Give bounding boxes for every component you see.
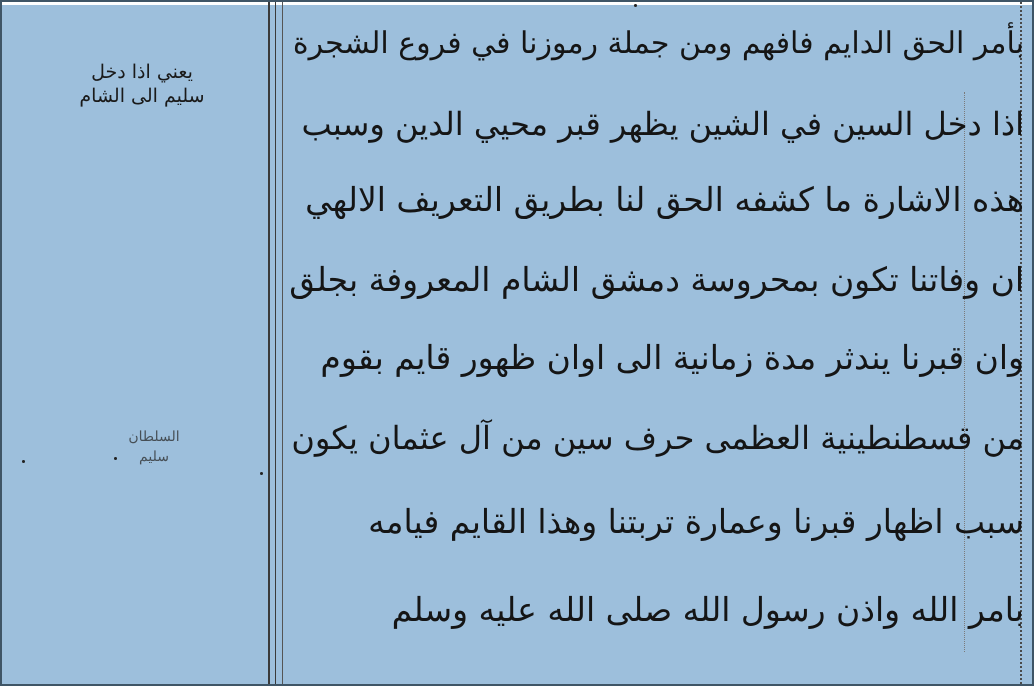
text-line: بأمر الحق الدايم فافهم ومن جملة رموزنا في فروع الشجرة	[292, 26, 1024, 61]
margin-note	[62, 60, 222, 108]
margin-note-line: يعني اذا دخل	[91, 61, 193, 83]
text-line: ان وفاتنا تكون بمحروسة دمشق الشام المعروفة بجلق	[289, 260, 1024, 299]
margin-note-line: سليم	[139, 449, 169, 465]
margin-rule-line	[268, 2, 270, 686]
margin-rule-line	[275, 2, 276, 686]
margin-note-line: السلطان	[128, 429, 180, 445]
text-line: هذه الاشارة ما كشفه الحق لنا بطريق التعريف الالهي	[305, 180, 1024, 219]
ink-speck	[634, 4, 637, 7]
ink-speck	[260, 472, 263, 475]
main-text-block	[284, 10, 1024, 686]
ink-speck	[22, 460, 25, 463]
top-edge	[2, 2, 1034, 5]
text-line: اذا دخل السين في الشين يظهر قبر محيي الدين وسبب	[301, 105, 1024, 143]
text-line: سبب اظهار قبرنا وعمارة تربتنا وهذا القايم فيامه	[368, 502, 1024, 541]
text-line: وان قبرنا يندثر مدة زمانية الى اوان ظهور قايم بقوم	[320, 338, 1024, 377]
ink-speck	[114, 457, 117, 460]
text-line: من قسطنطينية العظمى حرف سين من آل عثمان يكون	[291, 419, 1024, 457]
faded-margin-note	[94, 427, 214, 467]
text-line: بامر الله واذن رسول الله صلى الله عليه وسلم	[391, 590, 1024, 629]
margin-rule-line	[282, 2, 283, 686]
margin-note-line: سليم الى الشام	[79, 85, 205, 107]
